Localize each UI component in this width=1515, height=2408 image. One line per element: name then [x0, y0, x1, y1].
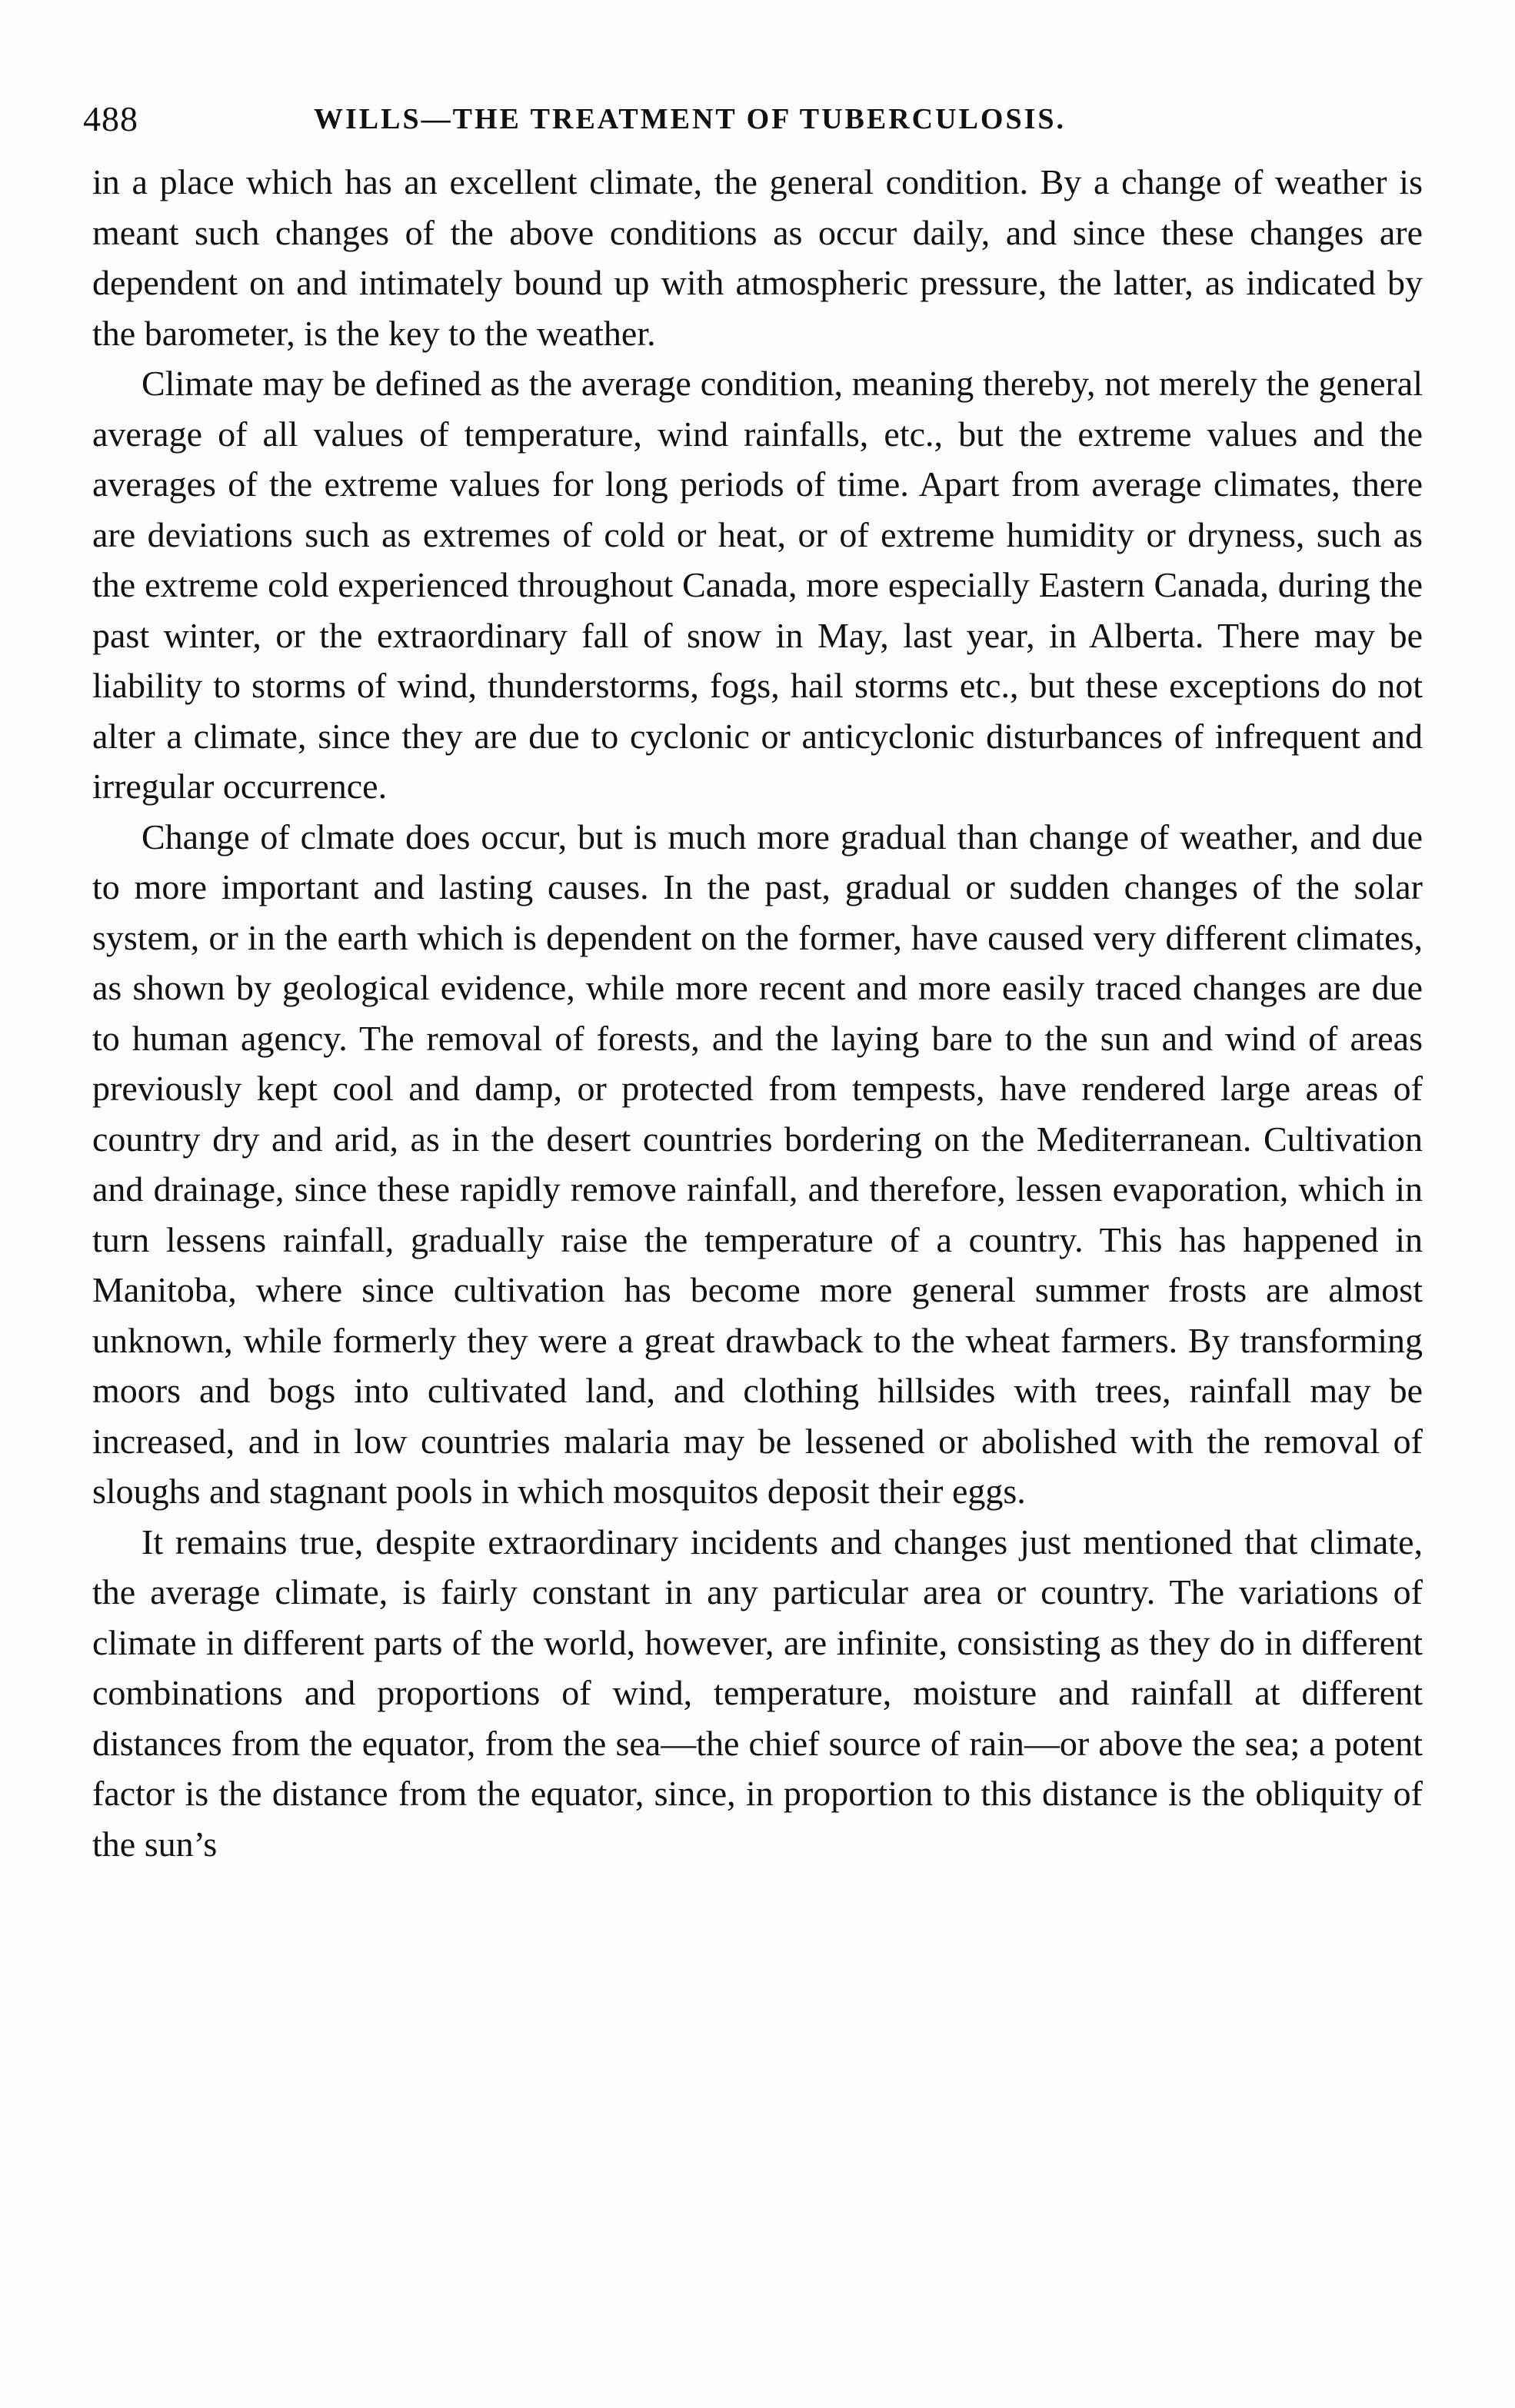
page-number: 488 — [83, 99, 138, 138]
paragraph-2: Climate may be defined as the average condition, meaning thereby, not merely the general average of all values of temperature, wind rainfalls, etc., but the extreme values and the averages of the extreme values for long periods of time. Apart from average climates, there are deviations such as extremes of cold or heat, or of extreme humidity or dryness, such as the extreme cold experienced throughout Canada, more especially Eastern Canada, during the past winter, or the extraordinary fall of snow in May, last year, in Alberta. There may be liability to storms of wind, thunderstorms, fogs, hail storms etc., but these exceptions do not alter a climate, since they are due to cyclonic or anticyclonic disturbances of infrequent and irregular occurrence. — [92, 364, 1423, 806]
running-head — [83, 92, 1438, 146]
body-text — [92, 157, 1423, 1869]
paragraph-4: It remains true, despite extraordinary incidents and changes just mentioned that climate, the average climate, is fairly constant in any particular area or country. The variations of climate in different parts of the world, however, are infinite, consisting as they do in different combinations and proportions of wind, temperature, moisture and rainfall at different distances from the equator, from the sea—the chief source of rain—or above the sea; a potent factor is the distance from the equator, since, in proportion to this distance is the obliquity of the sun’s — [92, 1522, 1423, 1864]
paragraph-1: in a place which has an excellent climate, the general condition. By a change of weather is meant such changes of the above conditions as occur daily, and since these changes are dependent on and intimately bound up with atmospheric pressure, the latter, as indicated by the barometer, is the key to the weather. — [92, 162, 1423, 353]
running-title: WILLS—THE TREATMENT OF TUBERCULOSIS. — [314, 103, 1067, 135]
paragraph-3: Change of clmate does occur, but is much more gradual than change of weather, and due to more important and lasting causes. In the past, gradual or sudden changes of the solar system, or in the earth which is dependent on the former, have caused very different climates, as shown by geological evidence, while more recent and more easily traced changes are due to human agency. The removal of forests, and the laying bare to the sun and wind of areas previously kept cool and damp, or protected from tempests, have rendered large areas of country dry and arid, as in the desert countries bordering on the Mediterranean. Cultivation and drainage, since these rapidly remove rainfall, and therefore, lessen evaporation, which in turn lessens rainfall, gradually raise the temperature of a country. This has happened in Manitoba, where since cultivation has become more general summer frosts are almost unknown, while formerly they were a great drawback to the wheat farmers. By transforming moors and bogs into cultivated land, and clothing hillsides with trees, rainfall may be increased, and in low countries malaria may be lessened or abolished with the removal of sloughs and stagnant pools in which mosquitos deposit their eggs. — [92, 817, 1423, 1511]
